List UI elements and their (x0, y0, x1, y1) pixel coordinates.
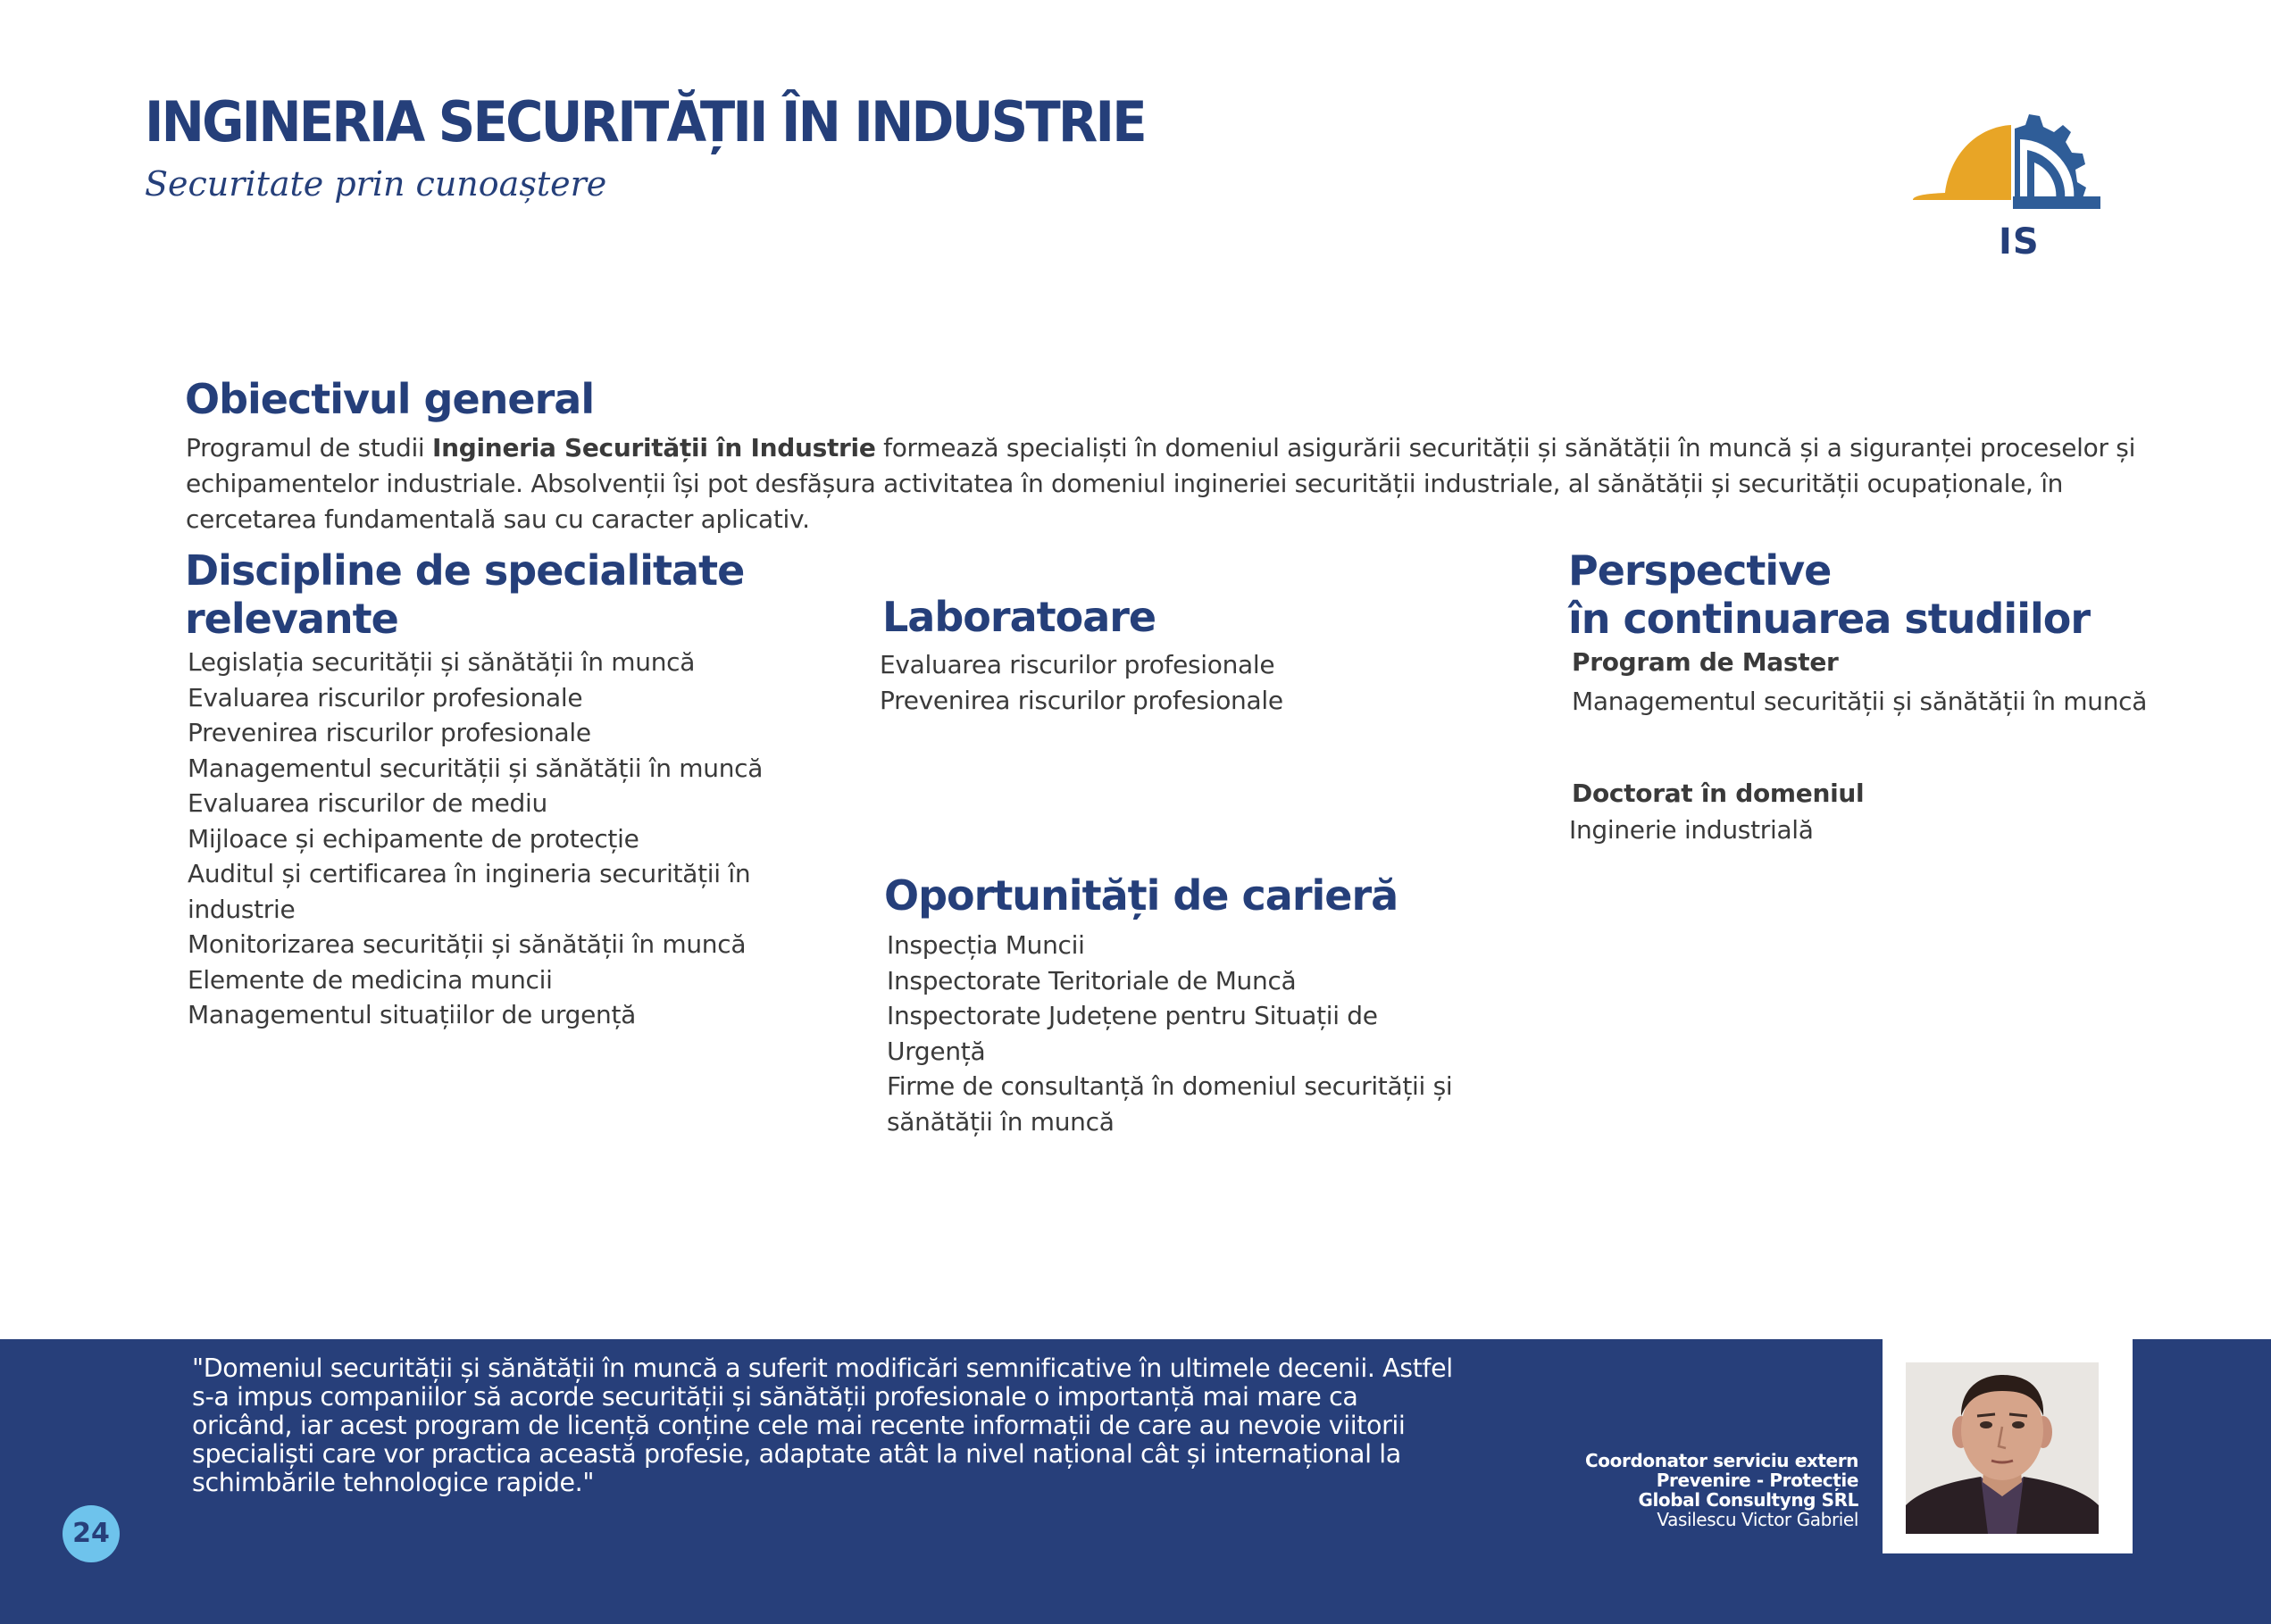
discipline-item: Mijloace și echipamente de protecție (188, 823, 639, 854)
discipline-item: Evaluarea riscurilor de mediu (188, 788, 547, 818)
photo-frame (1883, 1334, 2133, 1553)
testimonial-quote: "Domeniul securității și sănătății în muncă a suferit modificări semnificative în ultimele decenii. Astfel s-a impus companiilor să acorde securității și sănătății profesionale o importanță mai mare ca oricând, iar acest program de licență conține cele mai recente informații de care au nevoie viitorii specialiști care vor practica această profesie, adaptate atât la nivel național cât și internațional la schimbările tehnologice rapide." (192, 1353, 1453, 1497)
master-label: Program de Master (1572, 647, 1839, 677)
perspectives-heading: Perspective în continuarea studiilor (1568, 546, 2091, 643)
lab-item: Prevenirea riscurilor profesionale (880, 685, 1283, 715)
page-subtitle: Securitate prin cunoaștere (145, 164, 607, 204)
disciplines-heading: Discipline de specialitate relevante (185, 546, 745, 643)
labs-heading: Laboratoare (882, 593, 1156, 641)
career-item: Inspectorate Județene pentru Situații de Urgență (887, 1001, 1378, 1066)
lab-item: Evaluarea riscurilor profesionale (880, 650, 1275, 679)
discipline-item: Prevenirea riscurilor profesionale (188, 718, 591, 747)
credit-department: Prevenire - Protecție (1656, 1470, 1858, 1491)
careers-heading: Oportunități de carieră (884, 871, 1399, 920)
career-item: Inspectorate Teritoriale de Muncă (887, 965, 1297, 995)
phd-label: Doctorat în domeniul (1572, 779, 1865, 808)
master-program: Managementul securității și sănătății în muncă (1572, 687, 2148, 716)
discipline-item: Monitorizarea securității și sănătății în muncă (188, 929, 747, 959)
credit-role: Coordonator serviciu extern (1585, 1450, 1858, 1471)
portrait-photo (1906, 1362, 2099, 1534)
program-name: Ingineria Securității în Industrie (432, 433, 876, 462)
discipline-item: Legislația securității și sănătății în muncă (188, 647, 696, 677)
testimonial-credit (1585, 1451, 1858, 1529)
objective-paragraph: Programul de studii Ingineria Securității în Industrie formează specialiști în domeniul asigurării securității și sănătății în muncă și a siguranței proceselor și echipamentelor industriale. Absolvenții își pot desfășura activitatea în domeniul ingineriei securității industriale, al sănătății și securității ocupaționale, în cercetarea fundamentală sau cu caracter aplicativ. (186, 433, 2136, 534)
labs-list (880, 647, 1505, 718)
career-item: Firme de consultanță în domeniul securității și sănătății în muncă (887, 1071, 1453, 1137)
page-title: INGINERIA SECURITĂȚII ÎN INDUSTRIE (145, 89, 1145, 154)
discipline-item: Managementul situațiilor de urgență (188, 1000, 637, 1029)
career-item: Inspecția Muncii (887, 930, 1085, 960)
discipline-item: Elemente de medicina muncii (188, 964, 553, 995)
discipline-item: Managementul securității și sănătății în muncă (188, 753, 764, 783)
disciplines-list (188, 645, 768, 1033)
page-number: 24 (63, 1505, 120, 1562)
objective-heading: Obiectivul general (185, 375, 595, 423)
discipline-item: Evaluarea riscurilor profesionale (188, 682, 583, 712)
credit-company: Global Consultyng SRL (1638, 1489, 1858, 1511)
phd-field: Inginerie industrială (1569, 815, 1814, 845)
discipline-item: Auditul și certificarea în ingineria securității în industrie (188, 859, 751, 924)
careers-list (887, 928, 1476, 1139)
logo-text: IS (1999, 221, 2040, 262)
credit-name: Vasilescu Victor Gabriel (1657, 1509, 1858, 1530)
